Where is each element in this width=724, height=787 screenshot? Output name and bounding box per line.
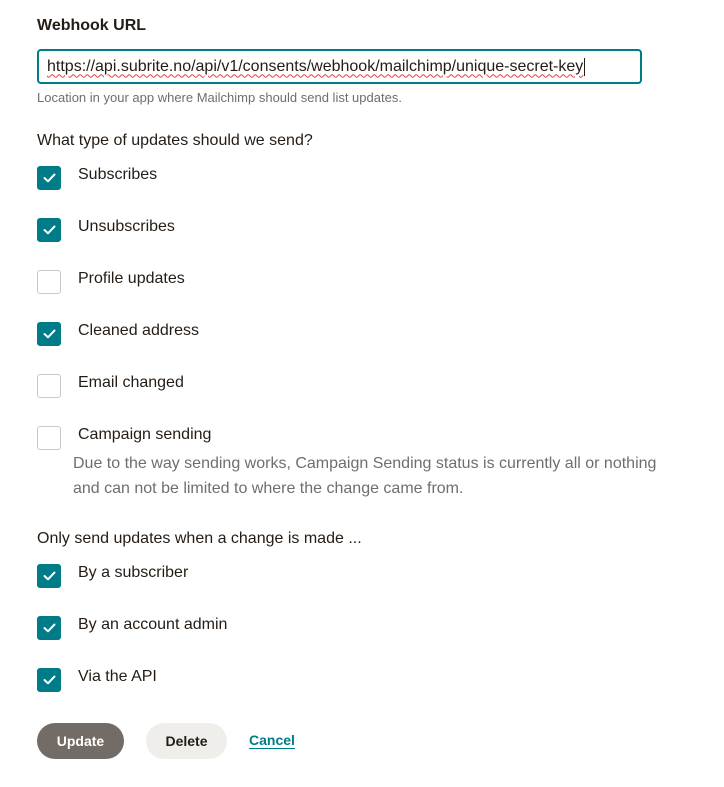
checkmark-icon xyxy=(43,571,56,581)
update-button[interactable]: Update xyxy=(37,723,124,759)
checkbox-box[interactable] xyxy=(37,426,61,450)
checkbox-email-changed[interactable] xyxy=(37,374,184,398)
checkbox-campaign-sending[interactable] xyxy=(37,426,211,450)
cancel-link[interactable]: Cancel xyxy=(249,732,295,748)
checkbox-profile-updates[interactable] xyxy=(37,270,185,294)
checkbox-via-api[interactable] xyxy=(37,668,157,692)
checkbox-label: Unsubscribes xyxy=(78,218,175,235)
sources-question: Only send updates when a change is made ... xyxy=(37,530,362,547)
checkbox-box[interactable] xyxy=(37,270,61,294)
checkmark-icon xyxy=(43,623,56,633)
checkmark-icon xyxy=(43,173,56,183)
delete-button[interactable]: Delete xyxy=(146,723,227,759)
checkmark-icon xyxy=(43,225,56,235)
checkbox-label: Subscribes xyxy=(78,166,158,183)
update-types-question: What type of updates should we send? xyxy=(37,132,313,149)
checkbox-label: Email changed xyxy=(78,374,184,391)
checkbox-label: By an account admin xyxy=(78,616,228,633)
checkbox-label: Via the API xyxy=(78,668,157,685)
checkbox-box[interactable] xyxy=(37,322,61,346)
checkbox-subscribes[interactable] xyxy=(37,166,157,190)
webhook-url-input[interactable] xyxy=(37,49,642,84)
webhook-url-value: https://api.subrite.no/api/v1/consents/webhook/mailchimp/unique-secret-key xyxy=(47,57,584,75)
checkbox-box[interactable] xyxy=(37,374,61,398)
webhook-url-label: Webhook URL xyxy=(37,17,147,34)
checkbox-box[interactable] xyxy=(37,218,61,242)
checkmark-icon xyxy=(43,329,56,339)
checkbox-label: Profile updates xyxy=(78,270,185,287)
checkbox-by-subscriber[interactable] xyxy=(37,564,188,588)
checkbox-box[interactable] xyxy=(37,166,61,190)
checkbox-box[interactable] xyxy=(37,668,61,692)
webhook-url-help: Location in your app where Mailchimp should send list updates. xyxy=(37,90,402,105)
campaign-sending-note: Due to the way sending works, Campaign Sending status is currently all or nothing and can not be limited to where the change came from. xyxy=(73,455,657,497)
checkbox-label: By a subscriber xyxy=(78,564,189,581)
checkbox-label: Cleaned address xyxy=(78,322,199,339)
checkbox-box[interactable] xyxy=(37,564,61,588)
checkbox-by-account-admin[interactable] xyxy=(37,616,227,640)
checkbox-cleaned-address[interactable] xyxy=(37,322,199,346)
checkbox-box[interactable] xyxy=(37,616,61,640)
checkmark-icon xyxy=(43,675,56,685)
text-caret xyxy=(584,58,585,76)
checkbox-unsubscribes[interactable] xyxy=(37,218,175,242)
checkbox-label: Campaign sending xyxy=(78,426,212,443)
